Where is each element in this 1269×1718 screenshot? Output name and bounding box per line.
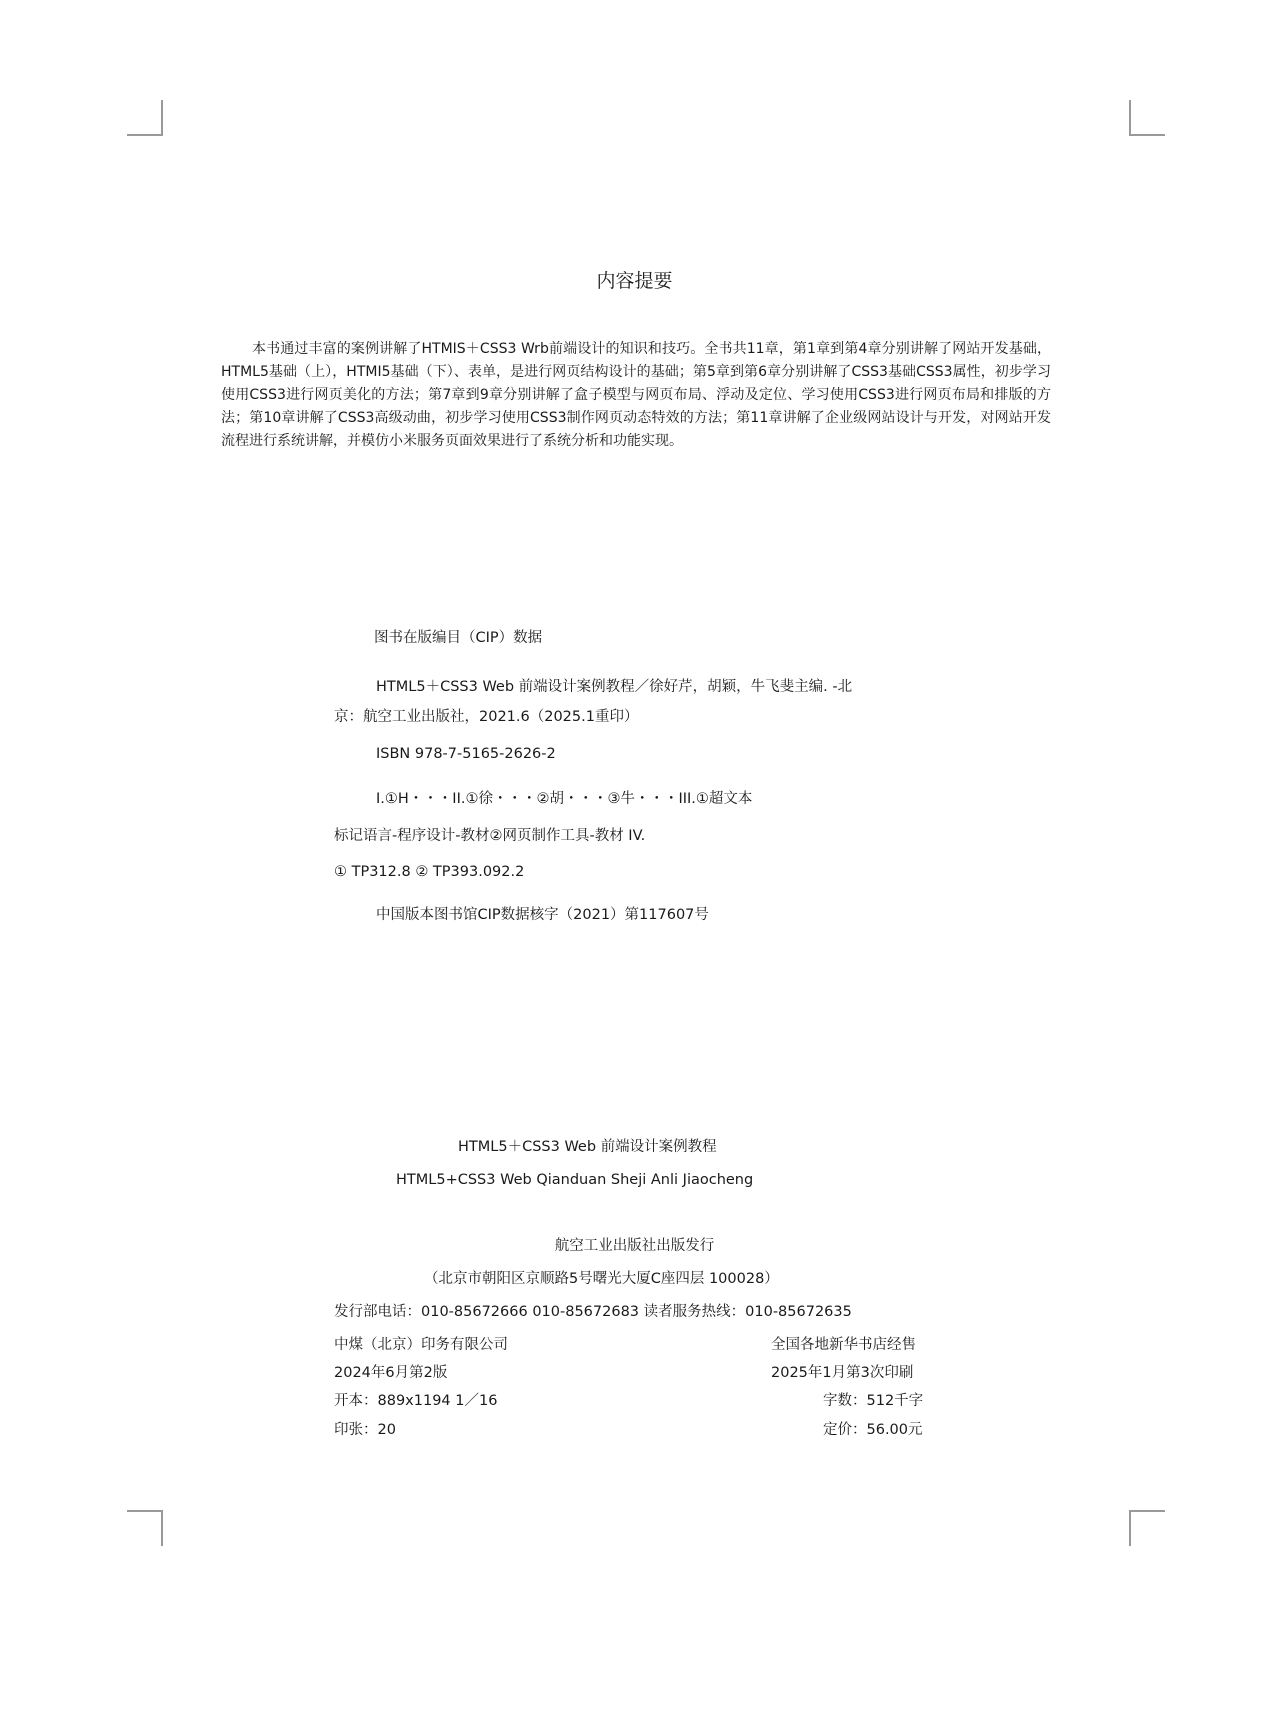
summary-title: 内容提要 xyxy=(596,270,673,292)
price: 定价：56.00元 xyxy=(823,1422,923,1438)
book-title-cn: HTML5＋CSS3 Web 前端设计案例教程 xyxy=(458,1139,717,1155)
publisher: 航空工业出版社出版发行 xyxy=(554,1238,715,1254)
cip-line-5: ① TP312.8 ② TP393.092.2 xyxy=(334,864,525,880)
crop-mark-top-left xyxy=(127,100,163,136)
distributor: 全国各地新华书店经售 xyxy=(771,1337,916,1353)
crop-mark-bottom-left xyxy=(127,1510,163,1546)
cip-heading: 图书在版编目（CIP）数据 xyxy=(374,630,543,646)
cip-line-1: HTML5＋CSS3 Web 前端设计案例教程／徐好芹，胡颖，牛飞斐主编. -北 xyxy=(376,679,853,695)
cip-isbn: ISBN 978-7-5165-2626-2 xyxy=(376,746,556,762)
crop-mark-bottom-right xyxy=(1129,1510,1165,1546)
cip-line-3: I.①H・・・II.①徐・・・②胡・・・③牛・・・III.①超文本 xyxy=(376,791,753,807)
cip-line-4: 标记语言-程序设计-教材②网页制作工具-教材 IV. xyxy=(334,828,646,844)
format: 开本：889x1194 1／16 xyxy=(334,1393,498,1409)
edition: 2024年6月第2版 xyxy=(334,1365,448,1381)
printing: 2025年1月第3次印刷 xyxy=(771,1365,914,1381)
publisher-phone: 发行部电话：010-85672666 010-85672683 读者服务热线：010-85672635 xyxy=(334,1304,852,1320)
cip-line-2: 京：航空工业出版社，2021.6（2025.1重印） xyxy=(334,709,639,725)
book-title-pinyin: HTML5+CSS3 Web Qianduan Sheji Anli Jiaocheng xyxy=(396,1172,754,1188)
crop-mark-top-right xyxy=(1129,100,1165,136)
printer: 中煤（北京）印务有限公司 xyxy=(334,1337,508,1353)
cip-record-number: 中国版本图书馆CIP数据核字（2021）第117607号 xyxy=(376,907,709,923)
publisher-address: （北京市朝阳区京顺路5号曙光大厦C座四层 100028） xyxy=(424,1271,779,1287)
summary-body: 本书通过丰富的案例讲解了HTMIS＋CSS3 Wrb前端设计的知识和技巧。全书共11章，第1章到第4章分别讲解了网站开发基础，HTML5基础（上），HTMI5基础（下）、表单，是进行网页结构设计的基础；第5章到第6章分别讲解了CSS3基础CSS3属性，初步学习使用CSS3进行网页美化的方法；第7章到9章分别讲解了盒子模型与网页布局、浮动及定位、学习使用CSS3进行网页布局和排版的方法；第10章讲解了CSS3高级动曲，初步学习使用CSS3制作网页动态特效的方法；第11章讲解了企业级网站设计与开发，对网站开发流程进行系统讲解，并模仿小米服务页面效果进行了系统分析和功能实现。 xyxy=(221,341,1051,449)
printed-sheets: 印张：20 xyxy=(334,1422,396,1438)
word-count: 字数：512千字 xyxy=(823,1393,924,1409)
